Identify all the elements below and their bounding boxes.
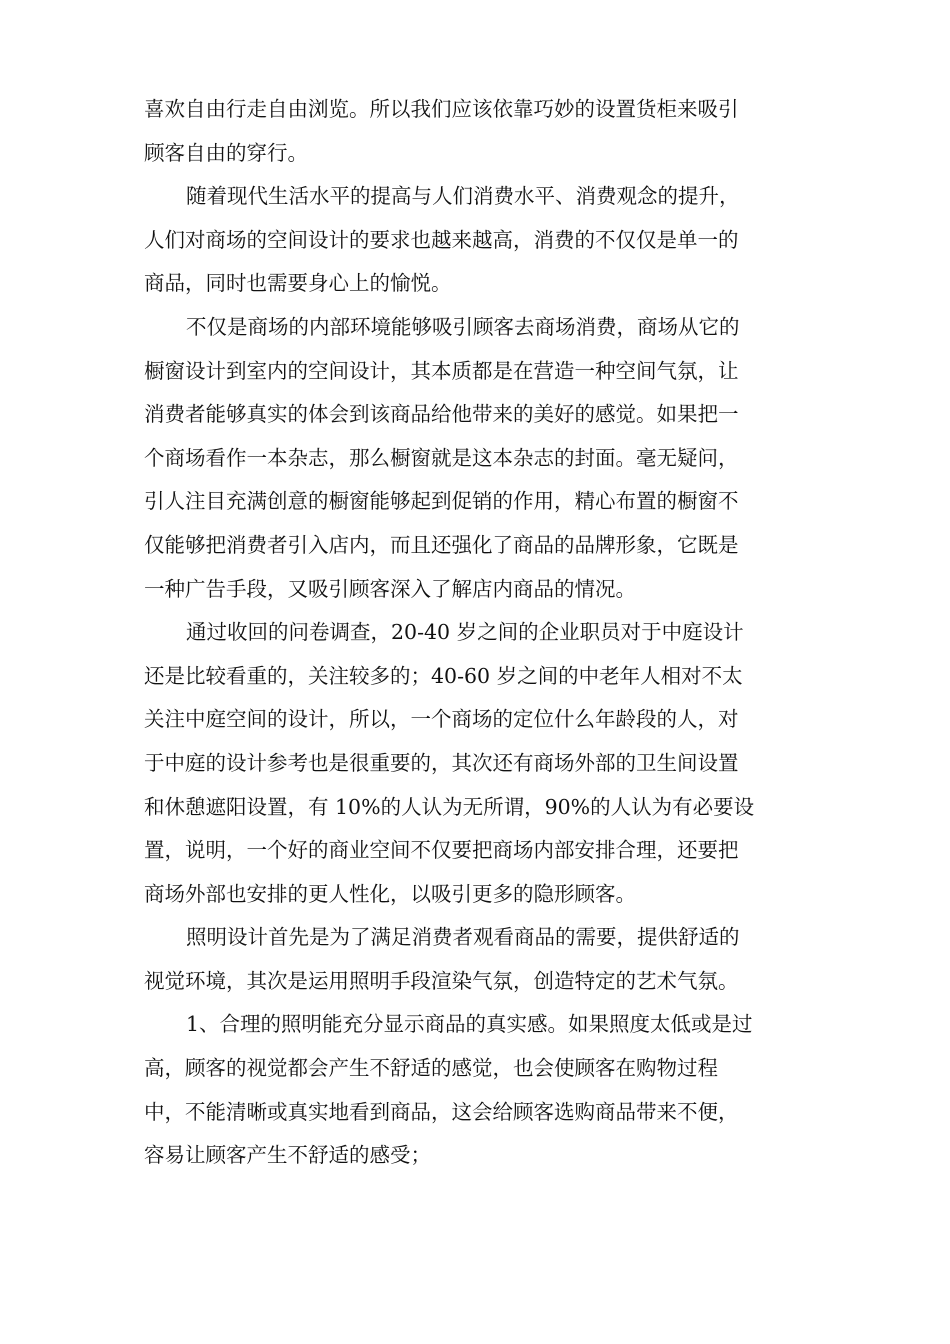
paragraph-4 bbox=[144, 611, 806, 916]
text-line: 引人注目充满创意的橱窗能够起到促销的作用，精心布置的橱窗不 bbox=[144, 489, 739, 514]
text-line: 人们对商场的空间设计的要求也越来越高，消费的不仅仅是单一的 bbox=[144, 227, 739, 252]
text-line: 顾客自由的穿行。 bbox=[144, 140, 308, 165]
paragraph-6 bbox=[144, 1003, 806, 1177]
text-line: 置，说明，一个好的商业空间不仅要把商场内部安排合理，还要把 bbox=[144, 838, 739, 863]
text-line: 商场外部也安排的更人性化，以吸引更多的隐形顾客。 bbox=[144, 881, 636, 906]
text-line: 中，不能清晰或真实地看到商品，这会给顾客选购商品带来不便， bbox=[144, 1099, 739, 1124]
text-line: 视觉环境，其次是运用照明手段渲染气氛，创造特定的艺术气氛。 bbox=[144, 968, 739, 993]
text-line: 不仅是商场的内部环境能够吸引顾客去商场消费，商场从它的 bbox=[186, 314, 740, 339]
text-line: 一种广告手段，又吸引顾客深入了解店内商品的情况。 bbox=[144, 576, 636, 601]
text-line: 消费者能够真实的体会到该商品给他带来的美好的感觉。如果把一 bbox=[144, 402, 739, 427]
text-line: 个商场看作一本杂志，那么橱窗就是这本杂志的封面。毫无疑问， bbox=[144, 445, 739, 470]
text-line: 关注中庭空间的设计，所以，一个商场的定位什么年龄段的人，对 bbox=[144, 707, 739, 732]
paragraph-1 bbox=[144, 88, 806, 175]
text-line: 高，顾客的视觉都会产生不舒适的感觉，也会使顾客在购物过程 bbox=[144, 1056, 718, 1081]
text-line: 还是比较看重的，关注较多的；40-60 岁之间的中老年人相对不太 bbox=[144, 663, 743, 688]
text-line: 仅能够把消费者引入店内，而且还强化了商品的品牌形象，它既是 bbox=[144, 532, 739, 557]
text-line: 容易让顾客产生不舒适的感受； bbox=[144, 1143, 431, 1168]
body-text bbox=[144, 88, 806, 1178]
paragraph-5 bbox=[144, 916, 806, 1003]
text-line: 通过收回的问卷调查，20-40 岁之间的企业职员对于中庭设计 bbox=[186, 620, 744, 645]
paragraph-3 bbox=[144, 306, 806, 611]
paragraph-2 bbox=[144, 175, 806, 306]
text-line: 1、合理的照明能充分显示商品的真实感。如果照度太低或是过 bbox=[186, 1012, 753, 1037]
text-line: 随着现代生活水平的提高与人们消费水平、消费观念的提升， bbox=[186, 184, 740, 209]
text-line: 喜欢自由行走自由浏览。所以我们应该依靠巧妙的设置货柜来吸引 bbox=[144, 97, 739, 121]
text-line: 商品，同时也需要身心上的愉悦。 bbox=[144, 271, 452, 296]
text-line: 于中庭的设计参考也是很重要的，其次还有商场外部的卫生间设置 bbox=[144, 750, 739, 775]
text-line: 和休憩遮阳设置，有 10%的人认为无所谓，90%的人认为有必要设 bbox=[144, 794, 755, 819]
text-line: 照明设计首先是为了满足消费者观看商品的需要，提供舒适的 bbox=[186, 925, 740, 950]
text-line: 橱窗设计到室内的空间设计，其本质都是在营造一种空间气氛，让 bbox=[144, 358, 739, 383]
